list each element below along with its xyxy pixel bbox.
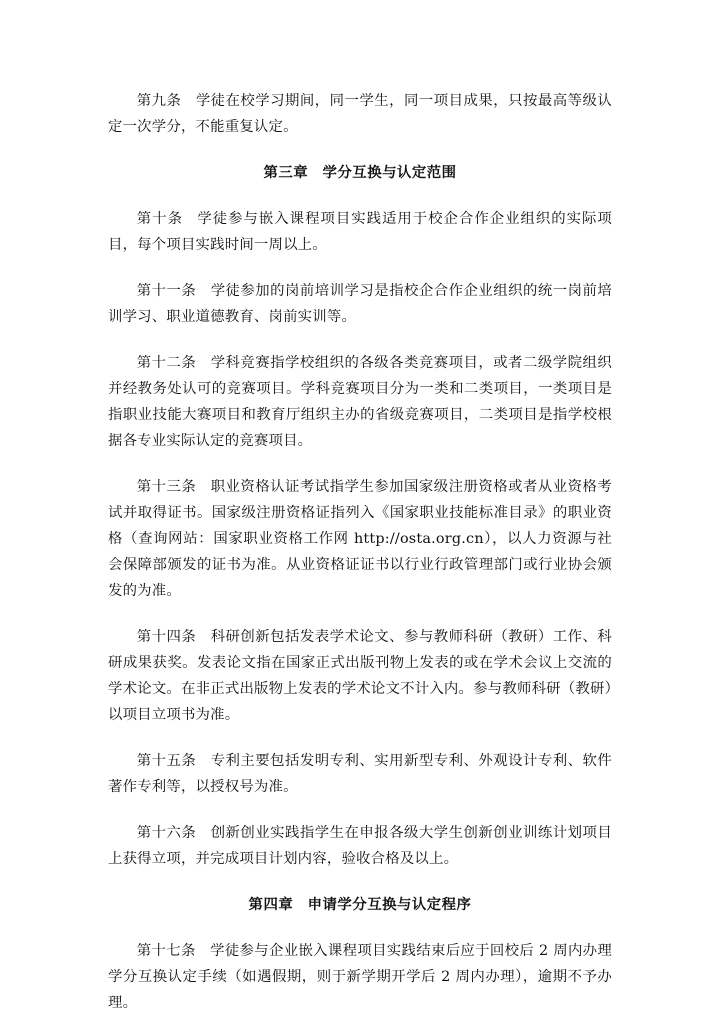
article-11	[108, 278, 612, 330]
article-label: 第十一条	[136, 283, 197, 299]
article-17	[108, 938, 612, 1016]
article-12	[108, 350, 612, 454]
chapter-label: 第三章	[263, 165, 309, 181]
article-13	[108, 474, 612, 604]
article-label: 第十三条	[136, 479, 197, 495]
article-label: 第十五条	[136, 753, 197, 769]
article-label: 第十七条	[136, 943, 196, 959]
article-text: 学徒参加的岗前培训学习是指校企合作企业组织的统一岗前培训学习、职业道德教育、岗前实训等。	[108, 283, 612, 325]
chapter-title: 学分互换与认定范围	[322, 165, 457, 181]
article-text: 学科竞赛指学校组织的各级各类竞赛项目，或者二级学院组织并经教务处认可的竞赛项目。学科竞赛项目分为一类和二类项目，一类项目是指职业技能大赛项目和教育厅组织主办的省级竞赛项目，二类项目是指学校根据各专业实际认定的竞赛项目。	[108, 355, 612, 449]
article-16	[108, 820, 612, 872]
article-15	[108, 748, 612, 800]
article-label: 第九条	[136, 93, 182, 109]
article-label: 第十六条	[136, 825, 197, 841]
article-text: 创新创业实践指学生在申报各级大学生创新创业训练计划项目上获得立项，并完成项目计划内容，验收合格及以上。	[108, 825, 612, 867]
article-label: 第十二条	[136, 355, 197, 371]
article-label: 第十四条	[136, 629, 197, 645]
article-10	[108, 206, 612, 258]
article-text: 职业资格认证考试指学生参加国家级注册资格或者从业资格考试并取得证书。国家级注册资格证指列入《国家职业技能标准目录》的职业资格（查询网站：国家职业资格工作网 http://osta.org.cn），以人力资源与社会保障部颁发的证书为准。从业资格证证书以行业行政管理部门或行业协会颁发的为准。	[108, 479, 612, 599]
article-text: 学徒在校学习期间，同一学生，同一项目成果，只按最高等级认定一次学分，不能重复认定。	[108, 93, 612, 135]
chapter-3-heading	[108, 160, 612, 186]
article-text: 科研创新包括发表学术论文、参与教师科研（教研）工作、科研成果获奖。发表论文指在国家正式出版刊物上发表的或在学术会议上交流的学术论文。在非正式出版物上发表的学术论文不计入内。参与教师科研（教研）以项目立项书为准。	[108, 629, 612, 723]
chapter-title: 申请学分互换与认定程序	[307, 897, 472, 913]
chapter-label: 第四章	[248, 897, 294, 913]
article-9	[108, 88, 612, 140]
chapter-4-heading	[108, 892, 612, 918]
article-label: 第十条	[136, 211, 183, 227]
article-text: 学徒参与企业嵌入课程项目实践结束后应于回校后 2 周内办理学分互换认定手续（如遇假期，则于新学期开学后 2 周内办理），逾期不予办理。	[108, 943, 612, 1011]
article-text: 学徒参与嵌入课程项目实践适用于校企合作企业组织的实际项目，每个项目实践时间一周以上。	[108, 211, 612, 253]
document-body	[108, 88, 612, 1036]
article-text: 专利主要包括发明专利、实用新型专利、外观设计专利、软件著作专利等，以授权号为准。	[108, 753, 612, 795]
article-14	[108, 624, 612, 728]
